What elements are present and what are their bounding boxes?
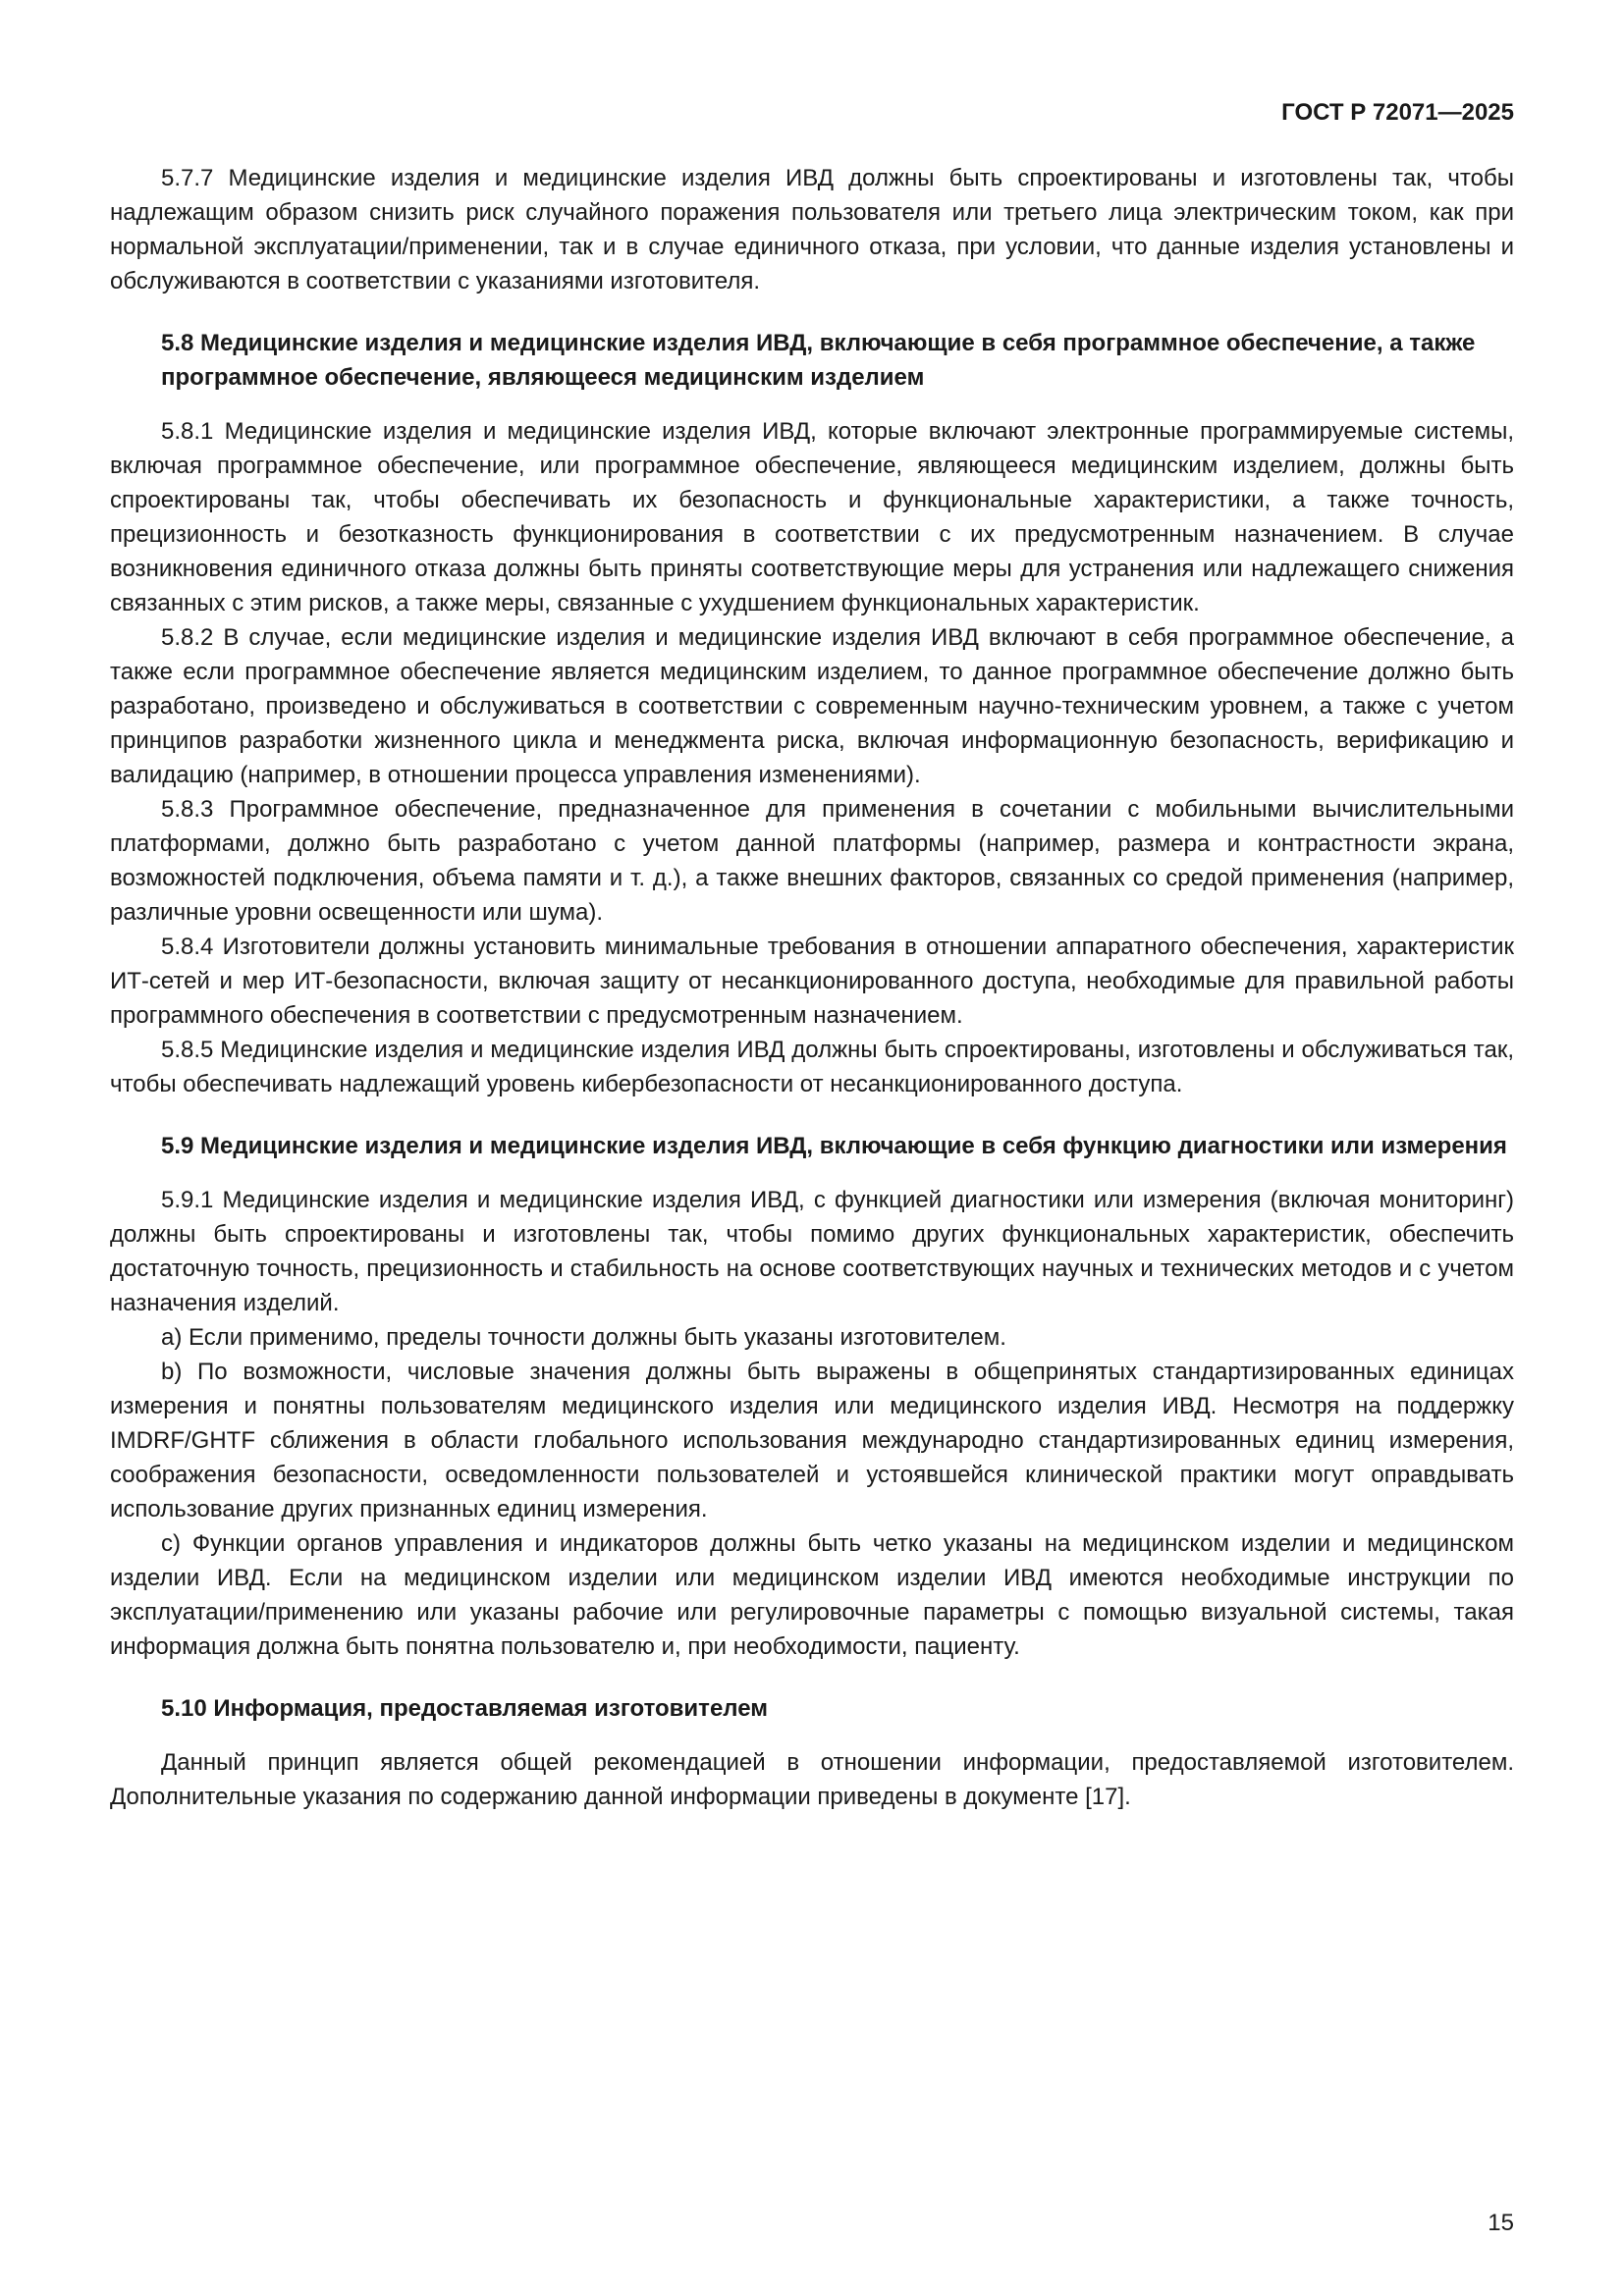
list-item-b: b) По возможности, числовые значения должны быть выражены в общепринятых стандартизированных единицах измерения и понятны пользователям медицинского изделия или медицинского изделия ИВД. Несмотря на поддержку IMDRF/GHTF сближения в области глобального использования международно стандартизированных единиц измерения, соображения безопасности, осведомленности пользователей и устоявшейся клинической практики могут оправдывать использование других признанных единиц измерения. — [110, 1359, 1514, 1522]
document-code-header: ГОСТ Р 72071—2025 — [1281, 99, 1514, 126]
section-heading-5-8: 5.8 Медицинские изделия и медицинские изделия ИВД, включающие в себя программное обеспечение, а также программное обеспечение, являющееся медицинским изделием — [161, 330, 1476, 391]
section-heading-5-10: 5.10 Информация, предоставляемая изготовителем — [161, 1695, 768, 1722]
paragraph-5-7-7: 5.7.7 Медицинские изделия и медицинские изделия ИВД должны быть спроектированы и изготовлены так, чтобы надлежащим образом снизить риск случайного поражения пользователя или третьего лица электрическим током, как при нормальной эксплуатации/применении, так и в случае единичного отказа, при условии, что данные изделия установлены и обслуживаются в соответствии с указаниями изготовителя. — [110, 165, 1514, 294]
paragraph-5-8-2: 5.8.2 В случае, если медицинские изделия и медицинские изделия ИВД включают в себя программное обеспечение, а также если программное обеспечение является медицинским изделием, то данное программное обеспечение должно быть разработано, произведено и обслуживаться в соответствии с современным научно-техническим уровнем, а также с учетом принципов разработки жизненного цикла и менеджмента риска, включая информационную безопасность, верификацию и валидацию (например, в отношении процесса управления изменениями). — [110, 624, 1514, 788]
paragraph-5-8-3: 5.8.3 Программное обеспечение, предназначенное для применения в сочетании с мобильными вычислительными платформами, должно быть разработано с учетом данной платформы (например, размера и контрастности экрана, возможностей подключения, объема памяти и т. д.), а также внешних факторов, связанных со средой применения (например, различные уровни освещенности или шума). — [110, 796, 1514, 926]
paragraph-5-8-1: 5.8.1 Медицинские изделия и медицинские изделия ИВД, которые включают электронные программируемые системы, включая программное обеспечение, или программное обеспечение, являющееся медицинским изделием, должны быть спроектированы так, чтобы обеспечивать их безопасность и функциональные характеристики, а также точность, прецизионность и безотказность функционирования в соответствии с их предусмотренным назначением. В случае возникновения единичного отказа должны быть приняты соответствующие меры для устранения или надлежащего снижения связанных с этим рисков, а также меры, связанные с ухудшением функциональных характеристик. — [110, 418, 1514, 616]
section-heading-5-9: 5.9 Медицинские изделия и медицинские изделия ИВД, включающие в себя функцию диагностики или измерения — [161, 1133, 1507, 1159]
page-number: 15 — [1488, 2210, 1514, 2236]
paragraph-5-10-body: Данный принцип является общей рекомендацией в отношении информации, предоставляемой изготовителем. Дополнительные указания по содержанию данной информации приведены в документе [17]. — [110, 1749, 1514, 1810]
paragraph-5-9-1: 5.9.1 Медицинские изделия и медицинские изделия ИВД, с функцией диагностики или измерения (включая мониторинг) должны быть спроектированы и изготовлены так, чтобы помимо других функциональных характеристик, обеспечить достаточную точность, прецизионность и стабильность на основе соответствующих научных и технических методов и с учетом назначения изделий. — [110, 1187, 1514, 1316]
document-body — [110, 161, 1514, 1814]
list-item-c: с) Функции органов управления и индикаторов должны быть четко указаны на медицинском изделии и медицинском изделии ИВД. Если на медицинском изделии или медицинском изделии ИВД имеются необходимые инструкции по эксплуатации/применению или указаны рабочие или регулировочные параметры с помощью визуальной системы, такая информация должна быть понятна пользователю и, при необходимости, пациенту. — [110, 1530, 1514, 1660]
paragraph-5-8-5: 5.8.5 Медицинские изделия и медицинские изделия ИВД должны быть спроектированы, изготовлены и обслуживаться так, чтобы обеспечивать надлежащий уровень кибербезопасности от несанкционированного доступа. — [110, 1037, 1514, 1097]
list-item-a: а) Если применимо, пределы точности должны быть указаны изготовителем. — [161, 1324, 1006, 1351]
paragraph-5-8-4: 5.8.4 Изготовители должны установить минимальные требования в отношении аппаратного обеспечения, характеристик ИТ-сетей и мер ИТ-безопасности, включая защиту от несанкционированного доступа, необходимые для правильной работы программного обеспечения в соответствии с предусмотренным назначением. — [110, 934, 1514, 1029]
